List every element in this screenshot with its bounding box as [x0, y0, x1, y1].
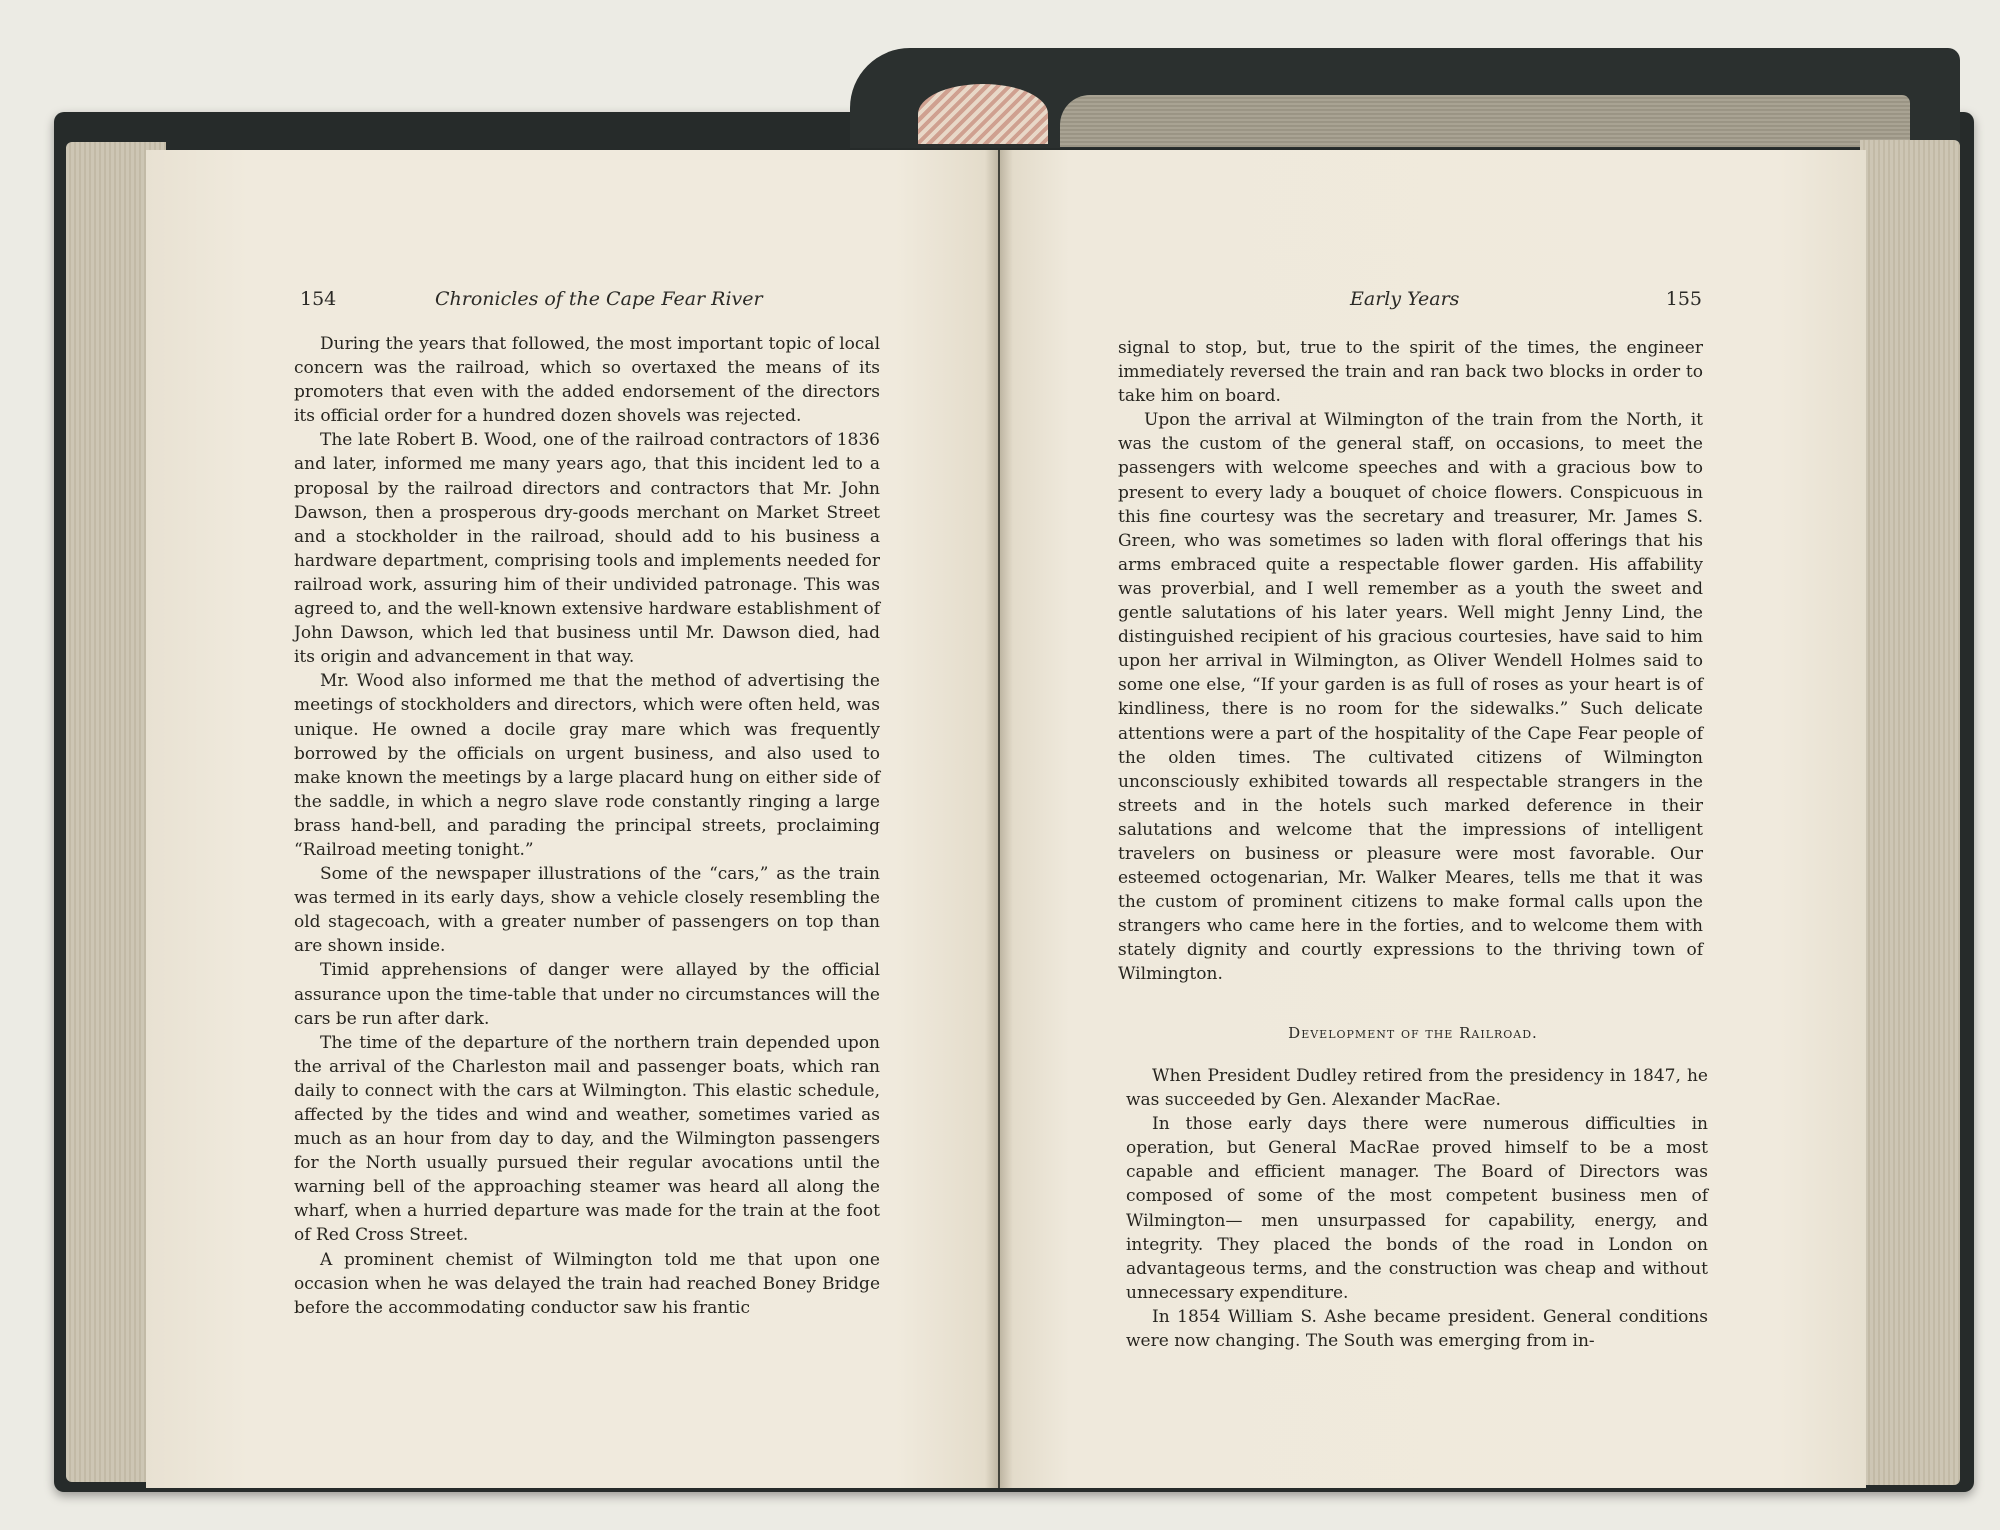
- paragraph: In those early days there were numerous difficulties in operation, but General MacRae proved himself to be a most capable and efficient manager. The Board of Directors was composed of some of the most competent business men of Wilmington— men unsurpassed for capability, energy, and integrity. They placed the bonds of the road in London on advantageous terms, and the construction was cheap and without unnecessary expenditure.: [1126, 1114, 1708, 1303]
- paragraph: The time of the departure of the northern train depended upon the arrival of the Charleston mail and passenger boats, which ran daily to connect with the cars at Wilmington. This elastic schedule, affected by the tides and wind and weather, sometimes varied as much as an hour from day to day, and the Wilmington passengers for the North usually pursued their regular avocations until the warning bell of the approaching steamer was heard all along the wharf, when a hurried departure was made for the train at the foot of Red Cross Street.: [294, 1032, 880, 1246]
- paragraph: A prominent chemist of Wilmington told me that upon one occasion when he was delayed the train had reached Boney Bridge before the accommodating conductor saw his frantic: [294, 1249, 880, 1318]
- paragraph: signal to stop, but, true to the spirit of the times, the engineer immediately reversed the train and ran back two blocks in order to take him on board.: [1118, 338, 1703, 407]
- book-gutter: [985, 150, 1013, 1488]
- paragraph: Mr. Wood also informed me that the method of advertising the meetings of stockholders and directors, which were often held, was unique. He owned a docile gray mare which was frequently borrowed by the officials on urgent business, and also used to make known the meetings by a large placard hung on either side of the saddle, in which a negro slave rode constantly ringing a large brass hand-bell, and parading the principal streets, proclaiming “Railroad meeting tonight.”: [294, 671, 880, 860]
- paragraph: In 1854 William S. Ashe became president. General conditions were now changing. The South was emerging from in-: [1126, 1306, 1708, 1352]
- paragraph: Some of the newspaper illustrations of the “cars,” as the train was termed in its early days, show a vehicle closely resembling the old stagecoach, with a greater number of passengers on top than are shown inside.: [294, 864, 880, 957]
- paragraph: The late Robert B. Wood, one of the railroad contractors of 1836 and later, informed me many years ago, that this incident led to a proposal by the railroad directors and contractors that Mr. John Dawson, then a prosperous dry-goods merchant on Market Street and a stockholder in the railroad, should add to his business a hardware department, comprising tools and implements needed for railroad work, assuring him of their undivided patronage. This was agreed to, and the well-known extensive hardware establishment of John Dawson, which led that business until Mr. Dawson died, had its origin and advancement in that way.: [294, 430, 880, 668]
- left-running-title: Chronicles of the Cape Fear River: [435, 288, 763, 310]
- left-page-text: [294, 332, 880, 1320]
- paragraph: When President Dudley retired from the presidency in 1847, he was succeeded by Gen. Alexander MacRae.: [1126, 1066, 1708, 1111]
- paragraph: Timid apprehensions of danger were allayed by the official assurance upon the time-table that under no circumstances will the cars be run after dark.: [294, 960, 880, 1029]
- right-running-head: [1122, 288, 1702, 318]
- page-edges-right: [1860, 140, 1960, 1485]
- right-page-text-bottom: [1126, 1064, 1708, 1353]
- left-running-head: [300, 288, 880, 318]
- right-running-title: Early Years: [1350, 288, 1460, 310]
- left-page-number: 154: [300, 288, 337, 310]
- section-heading: Development of the Railroad.: [1288, 1024, 1538, 1042]
- page-edges-top: [1060, 95, 1910, 147]
- paragraph: Upon the arrival at Wilmington of the train from the North, it was the custom of the general staff, on occasions, to meet the passengers with welcome speeches and with a gracious bow to present to every lady a bouquet of choice flowers. Conspicuous in this fine courtesy was the secretary and treasurer, Mr. James S. Green, who was sometimes so laden with floral offerings that his arms embraced quite a respectable flower garden. His affability was proverbial, and I well remember as a youth the sweet and gentle salutations of his later years. Well might Jenny Lind, the distinguished recipient of his gracious courtesies, have said to him upon her arrival in Wilmington, as Oliver Wendell Holmes said to some one else, “If your garden is as full of roses as your heart is of kindliness, there is no room for the sidewalks.” Such delicate attentions were a part of the hospitality of the Cape Fear people of the olden times. The cultivated citizens of Wilmington unconsciously exhibited towards all respectable strangers in the streets and in the hotels such marked deference in their salutations and welcome that the impressions of intelligent travelers on business or pleasure were most favorable. Our esteemed octogenarian, Mr. Walker Meares, tells me that it was the custom of prominent citizens to make formal calls upon the strangers who came here in the forties, and to welcome them with stately dignity and courtly expressions to the thriving town of Wilmington.: [1118, 410, 1703, 985]
- paragraph: During the years that followed, the most important topic of local concern was the railroad, which so overtaxed the means of its promoters that even with the added endorsement of the directors its official order for a hundred dozen shovels was rejected.: [294, 334, 880, 427]
- right-page-text-top: [1118, 336, 1703, 987]
- right-page-number: 155: [1665, 288, 1702, 310]
- bookmark-ribbon: [918, 84, 1048, 144]
